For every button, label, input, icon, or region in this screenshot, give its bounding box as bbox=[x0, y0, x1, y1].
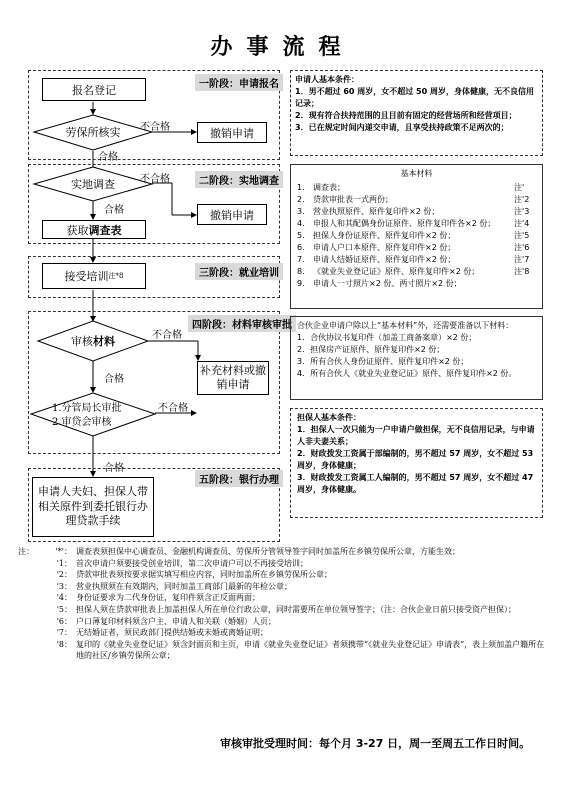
review-label bbox=[55, 333, 131, 349]
material-note: 注' bbox=[514, 183, 525, 192]
stage-4-label: 四阶段：材料审核审批 bbox=[188, 315, 296, 332]
materials-list bbox=[297, 182, 536, 290]
qualified-label-1: 合格 bbox=[98, 152, 118, 163]
note-row bbox=[32, 546, 548, 558]
applicant-panel bbox=[290, 70, 543, 156]
material-text: 申请人结婚证原件、原件复印件×2 份； bbox=[313, 255, 456, 264]
note-key: '2： bbox=[56, 570, 72, 580]
material-note: 注'6 bbox=[514, 243, 530, 252]
material-number: 2. bbox=[297, 195, 305, 204]
material-number: 5. bbox=[297, 231, 305, 240]
material-note: 注'3 bbox=[514, 207, 530, 216]
material-text: 营业执照原件、原件复印件×2 份； bbox=[313, 207, 440, 216]
guarantor-item: 3．财政拨发工资属工人编制的，男不超过 57 周岁，女不超过 47 周岁，身体健康。 bbox=[297, 473, 534, 494]
notes-label: 注： bbox=[18, 547, 34, 556]
partnership-item: 3．所有合伙人身份证原件、原件复印件×2 份； bbox=[297, 357, 469, 366]
note-row bbox=[32, 639, 548, 662]
stage-2-label: 二阶段：实地调查 bbox=[195, 171, 283, 188]
material-number: 3. bbox=[297, 207, 305, 216]
note-row bbox=[32, 569, 548, 581]
review-prefix: 审核 bbox=[71, 335, 93, 348]
material-text: 《就业失业登记证》原件、原件复印件×2 份； bbox=[313, 267, 480, 276]
get-form-bold: 调查表 bbox=[88, 223, 122, 237]
partnership-title: 合伙企业申请户除以上“基本材料”外，还需要准备以下材料： bbox=[297, 321, 514, 330]
material-text: 担保人身份证原件、原件复印件×2 份； bbox=[313, 231, 456, 240]
guarantor-item: 2．财政拨发工资属于部编制的，男不超过 57 周岁，女不超过 53 周岁，身体健康； bbox=[297, 449, 534, 470]
unqualified-label-3: 不合格 bbox=[152, 330, 182, 341]
material-note: 注'7 bbox=[514, 255, 530, 264]
note-text: 首次申请户须要接受创业培训，第二次申请户可以不再接受培训； bbox=[76, 558, 308, 568]
unqualified-label-2: 不合格 bbox=[140, 174, 170, 185]
material-number: 8. bbox=[297, 267, 305, 276]
note-row bbox=[32, 581, 548, 593]
material-row bbox=[297, 254, 536, 266]
get-form-box bbox=[42, 220, 146, 239]
qualified-label-2: 合格 bbox=[104, 205, 124, 216]
unqualified-label-4: 不合格 bbox=[158, 403, 188, 414]
supplement-box: 补充材料或撤销申请 bbox=[197, 361, 269, 395]
material-text: 申请人户口本原件、原件复印件×2 份； bbox=[313, 243, 456, 252]
note-text: 复印的《就业失业登记证》须含封面页和主页，申请《就业失业登记证》者须携带“《就业失业登记证》申请表”，表上须加盖户籍所在地的社区/乡镇劳保所公章； bbox=[76, 639, 545, 661]
applicant-item: 2．现有符合扶持范围的且目前有固定的经营场所和经营项目； bbox=[295, 111, 517, 120]
note-key: '8： bbox=[56, 639, 72, 649]
note-text: 担保人须在贷款审批表上加盖担保人所在单位行政公章，同时需要所在单位领导签字；（注：合伙企业日前只接受资产担保）； bbox=[76, 604, 516, 614]
material-note: 注'2 bbox=[514, 195, 530, 204]
material-text: 调查表； bbox=[313, 183, 345, 192]
material-number: 9. bbox=[297, 279, 305, 288]
stage-3-label: 三阶段：就业培训 bbox=[195, 263, 283, 280]
material-row bbox=[297, 266, 536, 278]
review-bold: 材料 bbox=[93, 335, 115, 348]
approve-step-1: 1.分管局长审批 bbox=[52, 403, 122, 414]
bank-box: 申请人夫妇、担保人带相关原件到委托银行办理贷款手续 bbox=[32, 477, 154, 537]
material-row bbox=[297, 230, 536, 242]
note-key: '4： bbox=[56, 593, 72, 603]
note-key: '7： bbox=[56, 628, 72, 638]
note-text: 身份证要求为二代身份证，复印件须含正反面两面； bbox=[76, 593, 260, 603]
unqualified-label-1: 不合格 bbox=[140, 122, 170, 133]
material-text: 申报人和其配偶身份证原件、原件复印件各×2 份； bbox=[313, 219, 496, 228]
materials-title: 基本材料 bbox=[400, 169, 433, 178]
processing-time: 审核审批受理时间：每个月 3-27 日，周一至周五工作日时间。 bbox=[220, 737, 531, 750]
page-title: 办事流程 bbox=[210, 34, 355, 60]
material-note: 注'5 bbox=[514, 231, 530, 240]
partnership-item: 1．合伙协议书复印件（加盖工商备案章）×2 份； bbox=[297, 333, 477, 342]
qualified-label-3: 合格 bbox=[104, 374, 124, 385]
material-note: 注'8 bbox=[514, 267, 530, 276]
applicant-title: 申请人基本条件： bbox=[295, 75, 359, 84]
material-number: 1. bbox=[297, 183, 305, 192]
material-text: 贷款审批表一式两份； bbox=[313, 195, 393, 204]
training-box bbox=[42, 263, 146, 289]
training-note: 注*8 bbox=[108, 272, 124, 280]
material-number: 7. bbox=[297, 255, 305, 264]
material-number: 4. bbox=[297, 219, 305, 228]
note-key: '3： bbox=[56, 581, 72, 591]
applicant-item: 3．已在规定时间内递交申请，且享受扶持政策不足两次的； bbox=[295, 123, 509, 132]
note-key: '5： bbox=[56, 604, 72, 614]
note-text: 户口薄复印材料须含户主、申请人和关联（婚姻）人页； bbox=[76, 616, 276, 626]
partnership-item: 4．所有合伙人《就业失业登记证》原件、原件复印件×2 份。 bbox=[297, 369, 517, 378]
notes-list bbox=[32, 546, 548, 662]
material-row bbox=[297, 218, 536, 230]
materials-panel bbox=[290, 164, 543, 309]
material-row bbox=[297, 182, 536, 194]
partnership-item: 2．担保房产证原件、原件复印件×2 份； bbox=[297, 345, 445, 354]
note-text: 调查表须担保中心调查员、金融机构调查员、劳保所分管领导签字同时加盖所在乡镇劳保所公章，方能生效； bbox=[76, 547, 460, 556]
qualified-label-4: 合格 bbox=[104, 463, 124, 474]
material-note: 注'4 bbox=[514, 219, 530, 228]
material-note bbox=[514, 278, 536, 290]
withdraw-box-2: 撤销申请 bbox=[197, 204, 267, 225]
material-row bbox=[297, 194, 536, 206]
material-text: 申请人一寸照片×2 份、两寸照片×2 份； bbox=[313, 279, 462, 288]
note-key: '*'： bbox=[55, 547, 72, 556]
guarantor-title: 担保人基本条件： bbox=[297, 413, 361, 422]
field-survey-label: 实地调查 bbox=[71, 178, 115, 191]
note-key: '1： bbox=[56, 558, 72, 568]
material-row bbox=[297, 278, 536, 290]
material-row bbox=[297, 206, 536, 218]
note-text: 无结婚证者，须民政部门提供结婚或未婚或离婚证明； bbox=[76, 628, 268, 638]
note-row bbox=[32, 604, 548, 616]
guarantor-panel bbox=[290, 408, 543, 518]
stage-1-label: 一阶段：申请报名 bbox=[195, 74, 283, 91]
register-box: 报名登记 bbox=[42, 78, 146, 101]
partnership-panel bbox=[290, 316, 543, 400]
approve-step-2: 2.审贷会审核 bbox=[52, 416, 112, 428]
note-row bbox=[32, 592, 548, 604]
stage-5-label: 五阶段：银行办理 bbox=[195, 470, 283, 487]
approve-labels bbox=[52, 402, 122, 429]
training-label: 接受培训 bbox=[64, 270, 109, 283]
labor-check-label: 劳保所核实 bbox=[65, 126, 121, 139]
note-row bbox=[32, 616, 548, 628]
material-number: 6. bbox=[297, 243, 305, 252]
note-text: 营业执照须在有效期内，同时加盖工商部门最新的年检公章； bbox=[76, 581, 292, 591]
note-key: '6： bbox=[56, 616, 72, 626]
applicant-item: 1．男不超过 60 周岁，女不超过 50 周岁，身体健康，无不良信用记录； bbox=[295, 87, 534, 108]
withdraw-box-1: 撤销申请 bbox=[197, 122, 267, 143]
material-row bbox=[297, 242, 536, 254]
note-row bbox=[32, 627, 548, 639]
note-row bbox=[32, 558, 548, 570]
get-form-prefix: 获取 bbox=[66, 223, 89, 237]
guarantor-item: 1．担保人一次只能为一户申请户做担保，无不良信用记录，与申请人非夫妻关系； bbox=[297, 425, 535, 446]
notes-section bbox=[18, 546, 548, 662]
note-text: 贷款审批表须按要求据实填写相应内容，同时加盖所在乡镇劳保所公章； bbox=[76, 570, 332, 580]
